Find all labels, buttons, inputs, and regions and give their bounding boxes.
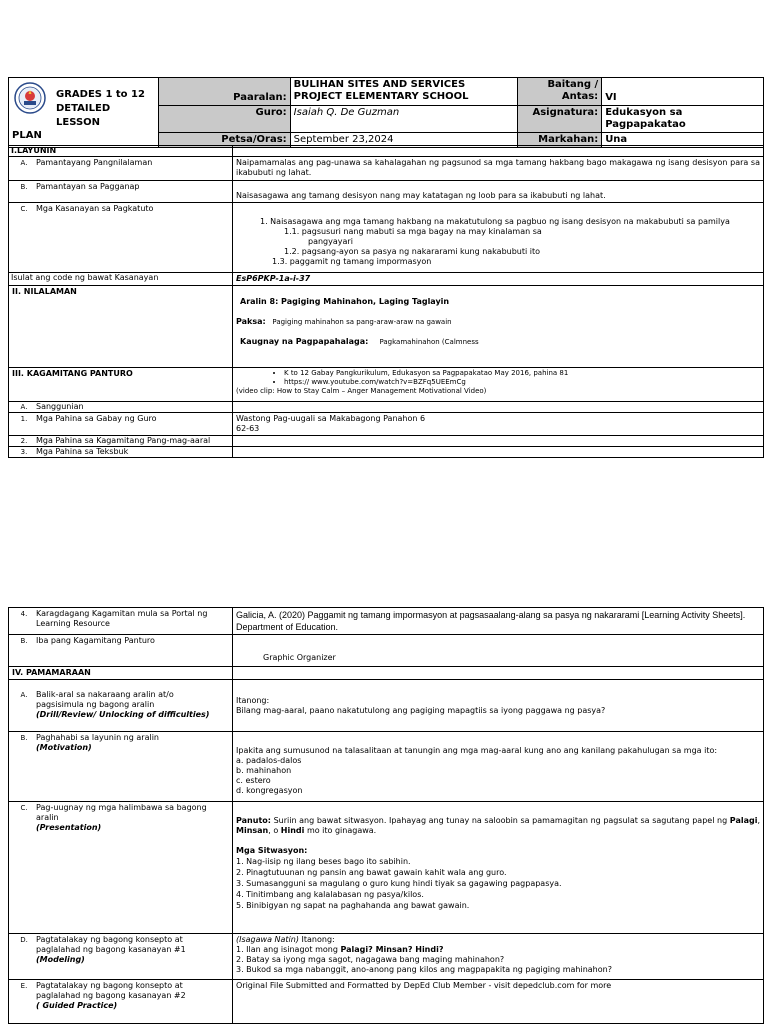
row-value: Naisasagawa ang tamang desisyon nang may katatagan ng loob para sa ikabubuti ng lahat.: [233, 181, 764, 203]
row-value: Wastong Pag-uugali sa Makabagong Panahon 6 62-63: [233, 413, 764, 436]
aralin-title: Aralin 8: Pagiging Mahinahon, Laging Taglayin: [240, 297, 450, 306]
title-cell: [9, 78, 159, 148]
layunin-title: I.LAYUNIN: [9, 146, 233, 157]
row-hint: (Presentation): [36, 823, 102, 832]
subject-label: Asignatura:: [518, 106, 602, 133]
code-value: EsP6PKP-1a-i-37: [233, 273, 764, 286]
row-label: Mga Kasanayan sa Pagkatuto: [36, 204, 154, 213]
grade-value: VI: [602, 78, 764, 106]
row-label: Iba pang Kagamitang Panturo: [36, 636, 155, 645]
date-label: Petsa/Oras:: [158, 133, 290, 148]
grade-label: Baitang / Antas:: [518, 78, 602, 106]
row-label: Mga Pahina sa Kagamitang Pang-mag-aaral: [36, 436, 211, 445]
nilalaman-title: II. NILALAMAN: [9, 286, 233, 368]
lesson-plan-header: [8, 77, 764, 148]
row-value: Ipakita ang sumusunod na talasalitaan at tanungin ang mga mag-aaral kung ano ang kanilang pakahulugan sa mga ito: a. padalos-dalos b. mahinahon c. estero d. kongregasyon: [233, 732, 764, 802]
school-value: BULIHAN SITES AND SERVICES PROJECT ELEMENTARY SCHOOL: [290, 78, 518, 106]
row-hint: ( Guided Practice): [36, 1001, 118, 1010]
title-line-3: PLAN: [12, 130, 42, 141]
kagamitan-title: III. KAGAMITANG PANTURO: [9, 368, 233, 402]
row-label: Mga Pahina sa Teksbuk: [36, 447, 129, 456]
subject-value: Edukasyon sa Pagpapakatao: [602, 106, 764, 133]
row-value: Naipamamalas ang pag-unawa sa kahalagahan ng pagsunod sa mga tamang hakbang bago makagawa ng isang desisyon para sa ikabubuti ng lahat.: [233, 157, 764, 181]
row-value: Graphic Organizer: [233, 635, 764, 667]
competencies-cell: 1. Naisasagawa ang mga tamang hakbang na makatutulong sa pagbuo ng isang desisyon na makabubuti sa pamilya 1.1. pagsusuri nang mabuti sa mga bagay na may kinalaman sa pangyayari 1.2. pagsang-ayon sa pasya ng nakararami kung nakabubuti ito 1.3. paggamit ng tamang impormasyon: [233, 203, 764, 273]
date-value: September 23,2024: [290, 133, 518, 148]
kagamitan-cell: • K to 12 Gabay Pangkurikulum, Edukasyon sa Pagpapakatao May 2016, pahina 81 • https:// www.youtube.com/watch?v=BZFq5UEEmCg (video clip: How to Stay Calm – Anger Management Motivational Video): [233, 368, 764, 402]
row-value: Itanong: Bilang mag-aaral, paano nakatutulong ang pagiging mapagtiis sa iyong paggawa ng pasya?: [233, 680, 764, 732]
row-label: Pamantayan sa Pagganap: [36, 182, 140, 191]
row-hint: (Drill/Review/ Unlocking of difficulties): [36, 710, 210, 719]
row-label: Karagdagang Kagamitan mula sa Portal ng Learning Resource: [36, 609, 208, 628]
row-value: Galicia, A. (2020) Paggamit ng tamang impormasyon at pagsasaalang-alang sa pasya ng nakararami [Learning Activity Sheets]. Department of Education.: [233, 608, 764, 635]
row-label: Paghahabi sa layunin ng aralin: [36, 733, 159, 742]
teacher-value: Isaiah Q. De Guzman: [290, 106, 518, 133]
row-value: Original File Submitted and Formatted by DepEd Club Member - visit depedclub.com for more: [233, 980, 764, 1024]
row-label: Pamantayang Pangnilalaman: [36, 158, 153, 167]
lesson-plan-table-1: I.LAYUNIN A. Pamantayang Pangnilalaman Naipamamalas ang pag-unawa sa kahalagahan ng pagsunod sa mga tamang hakbang bago makagawa ng isang desisyon para sa ikabubuti ng lahat. B. Pamantayan sa Pagganap Naisasagawa ang tamang desisyon nang may katatagan ng loob para sa ikabubuti ng lahat. C. Mga Kasanayan sa Pagkatuto 1. Naisasagawa ang mga tamang hakbang na makatutulong sa pagbuo ng isang desisyon na makabubuti sa pamilya 1.1. pagsusuri nang mabuti sa mga bagay na may kinalaman sa pangyayari 1.2. pagsang-ayon sa pasya ng nakararami kung nakabubuti ito 1.3. paggamit ng tamang impormasyon Isulat ang code ng bawat Kasanayan EsP6PKP-1a-i-37 II. NILALAMAN Aralin 8: Pagiging Mahinahon, Laging Taglayin Paksa: Pagiging mahinahon sa pang-araw-araw na gawain Kaugnay na Pagpapahalaga: Pagkamahinahon (Calmness III. KAGAMITANG PANTURO • K to 12 Gabay Pangkurikulum, Edukasyon sa Pagpapakatao May 2016, pahina 81 • https:// www.youtube.com/watch?v=BZFq5UEEmCg (video clip: How to Stay Calm – Anger Management Motivational Video) A. Sanggunian 1. Mga Pahina sa Gabay ng Guro Wastong Pag-uugali sa Makabagong Panahon 6 62-63 2. Mga Pahina sa Kagamitang Pang-mag-aaral 3. Mga Pahina sa Teksbuk: [8, 145, 764, 458]
quarter-value: Una: [602, 133, 764, 148]
school-label: Paaralan:: [158, 78, 290, 106]
nilalaman-cell: Aralin 8: Pagiging Mahinahon, Laging Taglayin Paksa: Pagiging mahinahon sa pang-araw-araw na gawain Kaugnay na Pagpapahalaga: Pagkamahinahon (Calmness: [233, 286, 764, 368]
row-hint: (Modeling): [36, 955, 85, 964]
pamamaraan-title: IV. PAMAMARAAN: [9, 667, 233, 680]
title-line-1: GRADES 1 to 12: [56, 89, 145, 100]
row-label: Balik-aral sa nakaraang aralin at/o pagsisimula ng bagong aralin: [36, 690, 174, 709]
row-label: Pagtatalakay ng bagong konsepto at paglalahad ng bagong kasanayan #2: [36, 981, 186, 1000]
resource-bullet: • K to 12 Gabay Pangkurikulum, Edukasyon sa Pagpapakatao May 2016, pahina 81: [284, 369, 760, 378]
row-label: Sanggunian: [36, 402, 84, 411]
row-value: (Isagawa Natin) Itanong: 1. Ilan ang isinagot mong Palagi? Minsan? Hindi? 2. Batay sa iyong mga sagot, nagagawa bang maging mahinahon? 3. Bukod sa mga nabanggit, ano-anong pang kilos ang magpapakita ng pagiging mahinahon?: [233, 934, 764, 980]
code-label: Isulat ang code ng bawat Kasanayan: [9, 273, 233, 286]
row-label: Pag-uugnay ng mga halimbawa sa bagong aralin: [36, 803, 207, 822]
row-label: Mga Pahina sa Gabay ng Guro: [36, 414, 157, 423]
lesson-plan-table-2: 4. Karagdagang Kagamitan mula sa Portal ng Learning Resource Galicia, A. (2020) Paggamit ng tamang impormasyon at pagsasaalang-alang sa pasya ng nakararami [Learning Activity Sheets]. Department of Education. B. Iba pang Kagamitang Panturo Graphic Organizer IV. PAMAMARAAN A. Balik-aral sa nakaraang aralin at/o pagsisimula ng bagong aralin (Drill/Review/ Unlocking of difficulties) Itanong: Bilang mag-aaral, paano nakatutulong ang pagiging mapagtiis sa iyong paggawa ng pasya? B. Paghahabi sa layunin ng aralin (Motivation) Ipakita ang sumusunod na talasalitaan at tanungin ang mga mag-aaral kung ano ang kanilang pakahulugan sa mga ito: a. padalos-dalos b. mahinahon c. estero d. kongregasyon C. Pag-uugnay ng mga halimbawa sa bagong aralin (Presentation) Panuto: Suriin ang bawat sitwasyon. Ipahayag ang tunay na saloobin sa pamamagitan ng pagsulat sa sagutang papel ng Palagi, Minsan, o Hindi mo ito ginagawa. Mga Sitwasyon: 1. Nag-iisip ng ilang beses bago ito sabihin. 2. Pinagtutuunan ng pansin ang bawat gawain kahit wala ang guro. 3. Sumasangguni sa magulang o guro kung hindi tiyak sa gagawing pagpapasya. 4. Tinitimbang ang kalalabasan ng pasya/kilos. 5. Binibigyan ng sapat na paghahanda ang bawat gawain. D. Pagtatalakay ng bagong konsepto at paglalahad ng bagong kasanayan #1 (Modeling) (Isagawa Natin) Itanong: 1. Ilan ang isinagot mong Palagi? Minsan? Hindi? 2. Batay sa iyong mga sagot, nagagawa bang maging mahinahon? 3. Bukod sa mga nabanggit, ano-anong pang kilos ang magpapakita ng pagiging mahinahon? E. Pagtatalakay ng bagong konsepto at paglalahad ng bagong kasanayan #2 ( Guided Practice) Original File Submitted and Formatted by DepEd Club Member - visit depedclub.com for more: [8, 607, 764, 1024]
title-line-2: DETAILED LESSON: [56, 103, 111, 128]
resource-link[interactable]: • https:// www.youtube.com/watch?v=BZFq5UEEmCg: [284, 378, 760, 387]
row-hint: (Motivation): [36, 743, 92, 752]
quarter-label: Markahan:: [518, 133, 602, 148]
row-label: Pagtatalakay ng bagong konsepto at paglalahad ng bagong kasanayan #1: [36, 935, 186, 954]
teacher-label: Guro:: [158, 106, 290, 133]
row-value: Panuto: Suriin ang bawat sitwasyon. Ipahayag ang tunay na saloobin sa pamamagitan ng pagsulat sa sagutang papel ng Palagi, Minsan, o Hindi mo ito ginagawa. Mga Sitwasyon: 1. Nag-iisip ng ilang beses bago ito sabihin. 2. Pinagtutuunan ng pansin ang bawat gawain kahit wala ang guro. 3. Sumasangguni sa magulang o guro kung hindi tiyak sa gagawing pagpapasya. 4. Tinitimbang ang kalalabasan ng pasya/kilos. 5. Binibigyan ng sapat na paghahanda ang bawat gawain.: [233, 802, 764, 934]
